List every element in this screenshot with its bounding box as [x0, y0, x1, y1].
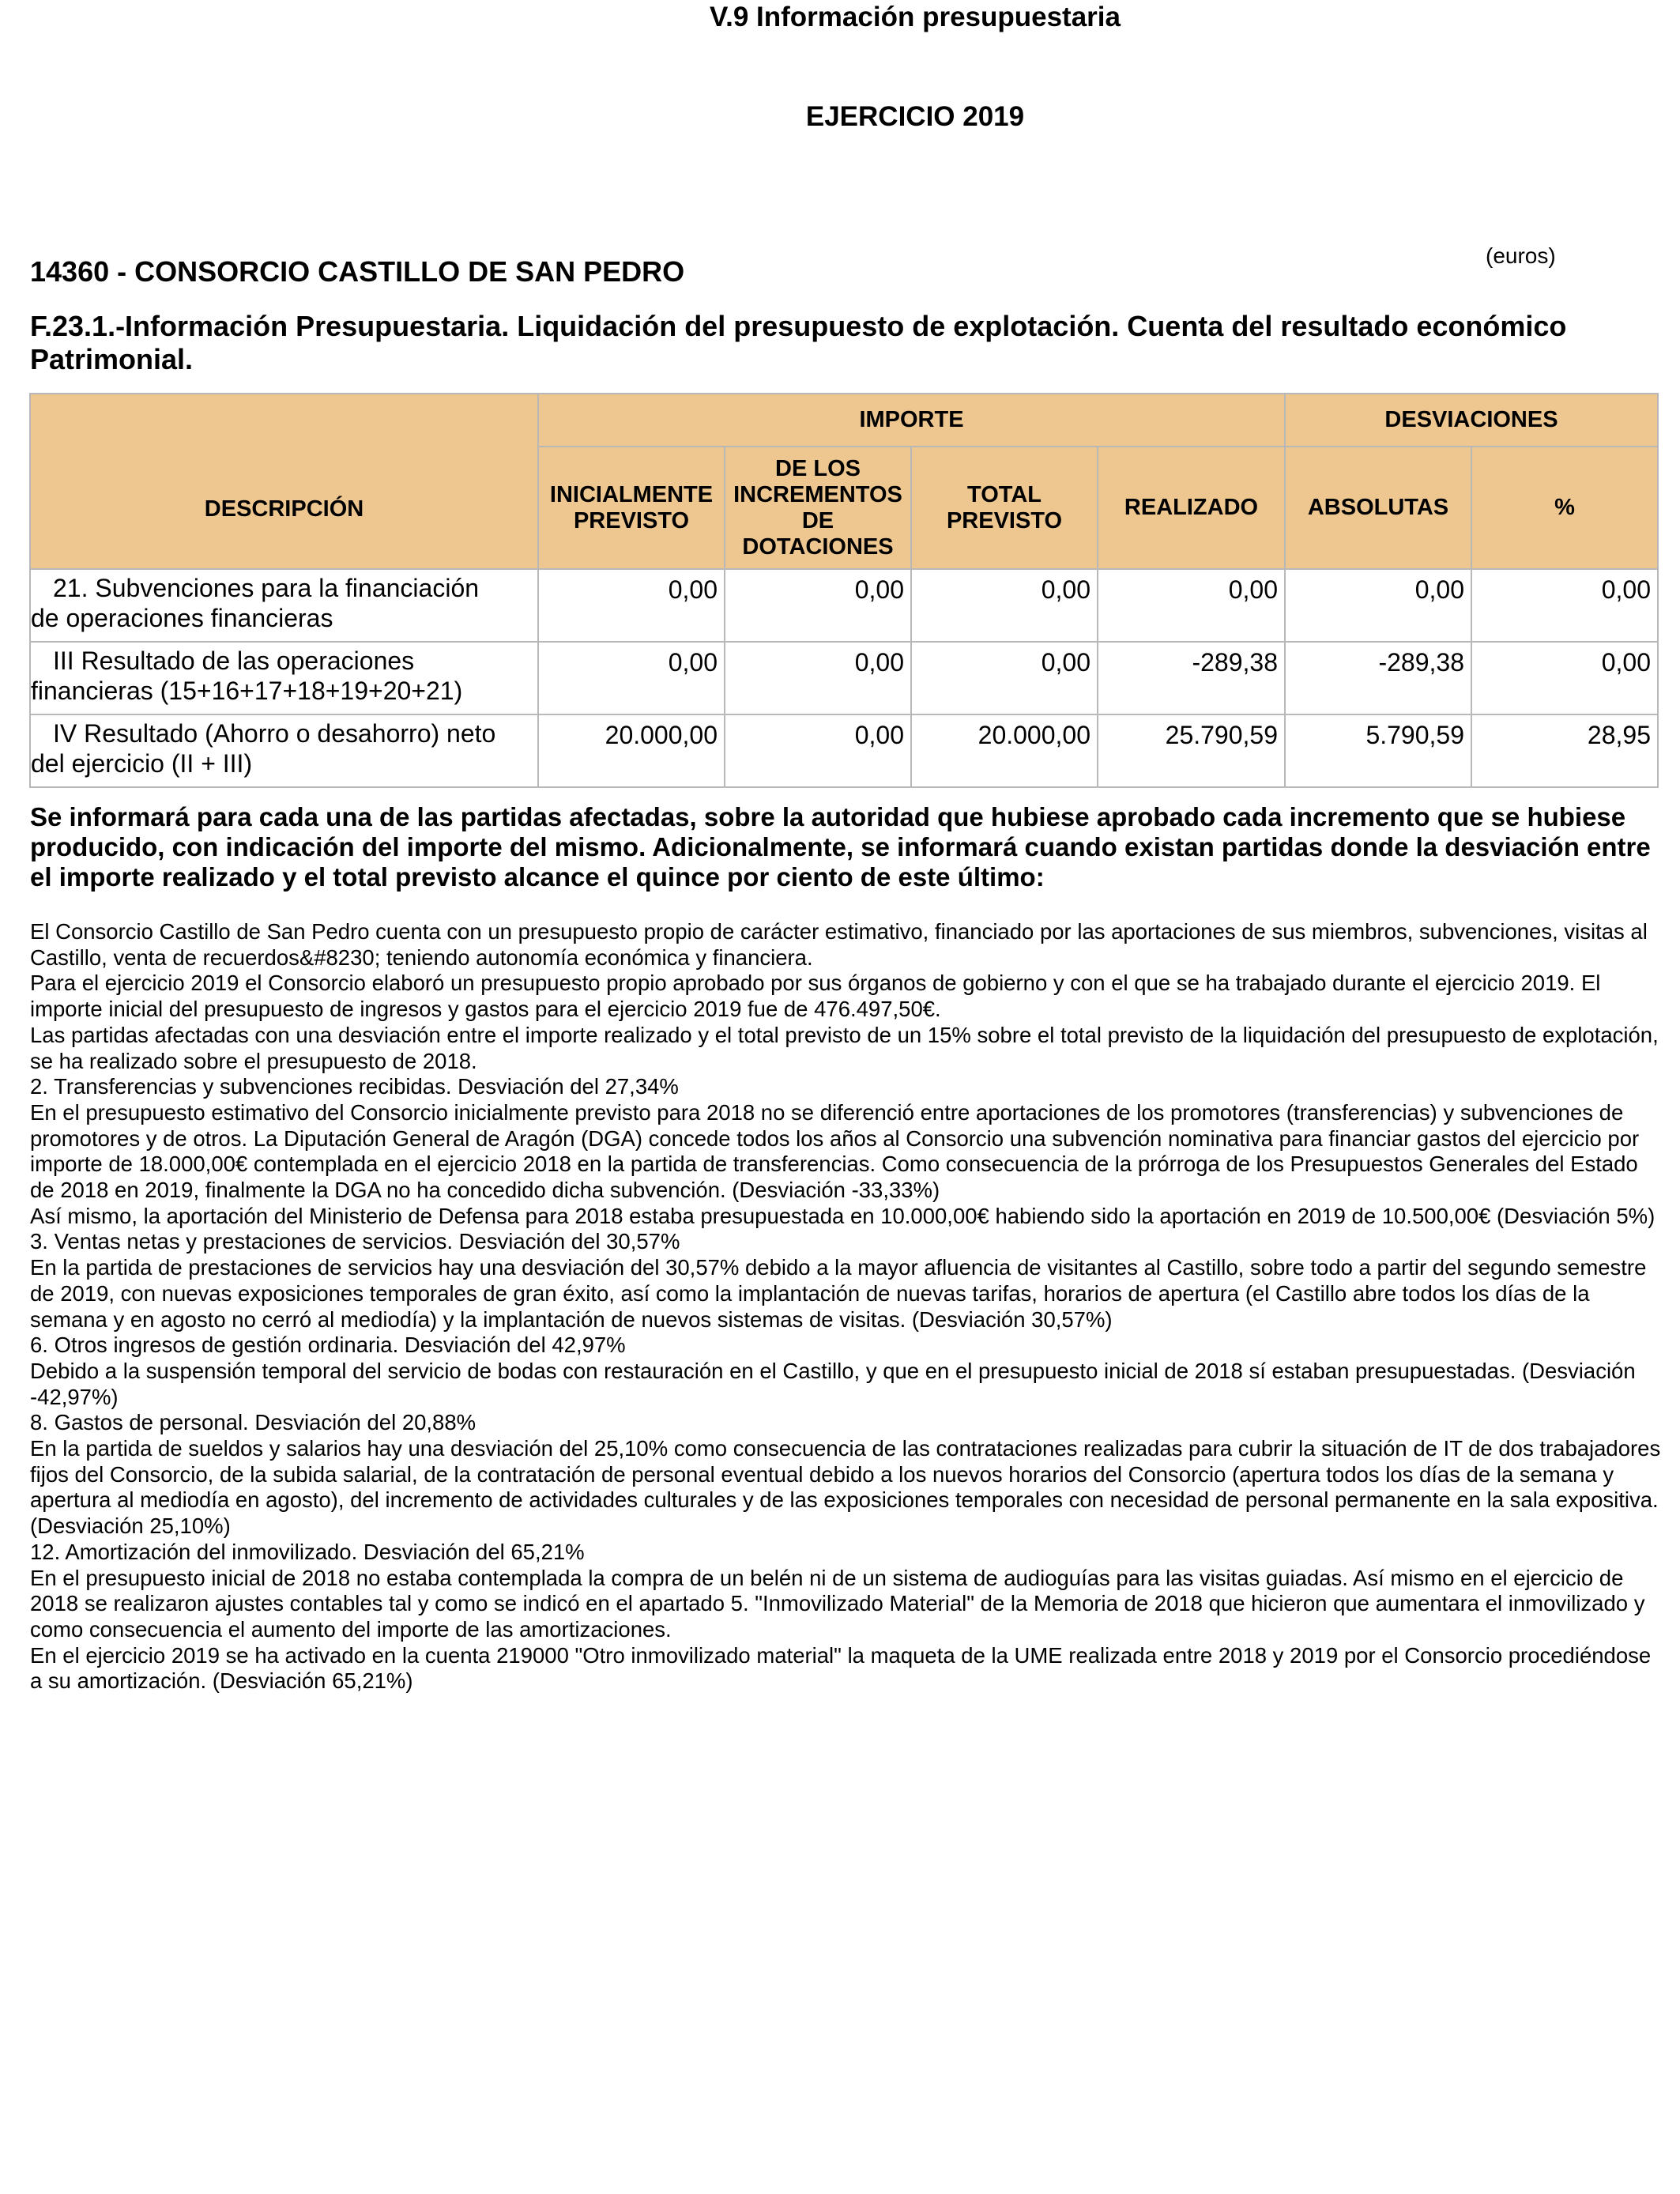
cell-inicial: 0,00 — [538, 569, 725, 642]
section-title: V.9 Información presupuestaria — [710, 2, 1121, 32]
paragraph: En el presupuesto inicial de 2018 no estaba contemplada la compra de un belén ni de un sistema de audioguías para las visitas guiadas. Así mismo en el ejercicio de 2018 se realizaron ajustes contables tal y como se indicó en el apartado 5. "Inmovilizado Material" de la Memoria de 2018 que hicieron que aumentara el inmovilizado y como consecuencia el aumento del importe de las amortizaciones. — [30, 1565, 1645, 1642]
budget-table — [29, 393, 1659, 788]
col-descripcion — [30, 394, 538, 569]
exercise-title: EJERCICIO 2019 — [805, 101, 1025, 132]
group-desviaciones: DESVIACIONES — [1285, 394, 1658, 447]
paragraph: En la partida de sueldos y salarios hay una desviación del 25,10% como consecuencia de las contrataciones realizadas para cubrir la situación de IT de dos trabajadores fijos del Consorcio, de la subida salarial, de la contratación de personal eventual debido a los nuevos horarios del Consorcio (apertura todos los días de la semana y apertura al mediodía en agosto), del incremento de actividades culturales y de las exposiciones temporales con necesidad de personal permanente en la sala expositiva. (Desviación 25,10%) — [30, 1436, 1661, 1539]
cell-inicial: 20.000,00 — [538, 714, 725, 787]
col-realizado: REALIZADO — [1098, 447, 1285, 569]
cell-inicial: 0,00 — [538, 642, 725, 714]
cell-incrementos: 0,00 — [725, 569, 911, 642]
paragraph: En el ejercicio 2019 se ha activado en la cuenta 219000 "Otro inmovilizado material" la maqueta de la UME realizada entre 2018 y 2019 por el Consorcio procediéndose a su amortización. (Desviación 65,21%) — [30, 1642, 1652, 1694]
col-inicial-line2: PREVISTO — [573, 507, 690, 533]
entity-title: 14360 - CONSORCIO CASTILLO DE SAN PEDRO — [30, 255, 685, 288]
cell-incrementos: 0,00 — [725, 642, 911, 714]
paragraph: El Consorcio Castillo de San Pedro cuenta con un presupuesto propio de carácter estimativo, financiado por las aportaciones de sus miembros, subvenciones, visitas al Castillo, venta de recuerdos&#8230; teniendo autonomía económica y financiera. — [30, 919, 1648, 970]
col-inicial-line1: INICIALMENTE — [549, 481, 714, 507]
row-desc-line1: 21. Subvenciones para la financiación — [53, 574, 480, 602]
cell-total: 0,00 — [911, 569, 1098, 642]
row-desc-line1: III Resultado de las operaciones — [53, 647, 415, 675]
row-desc-line1: IV Resultado (Ahorro o desahorro) neto — [53, 719, 496, 748]
paragraph: En la partida de prestaciones de servicios hay una desviación del 30,57% debido a la mayor afluencia de visitantes al Castillo, sobre todo a partir del segundo semestre de 2019, con nuevas exposiciones temporales de gran éxito, así como la implantación de nuevas tarifas, horarios de apertura (el Castillo abre todos los días de la semana y en agosto no cerró al mediodía) y la implantación de nuevos sistemas de visitas. (Desviación 30,57%) — [30, 1255, 1647, 1332]
col-total-line2: PREVISTO — [946, 507, 1063, 533]
row-description — [30, 714, 538, 787]
cell-porcentaje: 0,00 — [1471, 642, 1658, 714]
col-absolutas: ABSOLUTAS — [1285, 447, 1471, 569]
cell-total: 0,00 — [911, 642, 1098, 714]
table-row — [30, 642, 1658, 714]
col-incr-line3: DE — [801, 507, 834, 533]
table-row — [30, 714, 1658, 787]
paragraph: Debido a la suspensión temporal del servicio de bodas con restauración en el Castillo, y que en el presupuesto inicial de 2018 sí estaban presupuestadas. (Desviación -42,97%) — [30, 1358, 1636, 1409]
row-desc-line2: del ejercicio (II + III) — [31, 749, 253, 778]
group-importe: IMPORTE — [538, 394, 1285, 447]
cell-porcentaje: 28,95 — [1471, 714, 1658, 787]
col-incr-line2: INCREMENTOS — [733, 481, 902, 507]
report-title: F.23.1.-Información Presupuestaria. Liquidación del presupuesto de explotación. Cuenta del resultado económico Patrimonial. — [30, 310, 1567, 375]
cell-porcentaje: 0,00 — [1471, 569, 1658, 642]
col-total-line1: TOTAL — [967, 481, 1042, 507]
cell-realizado: 25.790,59 — [1098, 714, 1285, 787]
paragraph: En el presupuesto estimativo del Consorcio inicialmente previsto para 2018 no se diferenció entre aportaciones de los promotores (transferencias) y subvenciones de promotores y de otros. La Diputación General de Aragón (DGA) concede todos los años al Consorcio una subvención nominativa para financiar gastos del ejercicio por importe de 18.000,00€ contemplada en el ejercicio 2018 en la partida de transferencias. Como consecuencia de la prórroga de los Presupuestos Generales del Estado de 2018 en 2019, finalmente la DGA no ha concedido dicha subvención. (Desviación -33,33%) — [30, 1099, 1640, 1203]
paragraph: Para el ejercicio 2019 el Consorcio elaboró un presupuesto propio aprobado por sus órganos de gobierno y con el que se ha trabajado durante el ejercicio 2019. El importe inicial del presupuesto de ingresos y gastos para el ejercicio 2019 fue de 476.497,50€. — [30, 971, 1601, 1022]
row-desc-line2: financieras (15+16+17+18+19+20+21) — [31, 677, 463, 705]
cell-absolutas: 0,00 — [1285, 569, 1471, 642]
paragraph: Las partidas afectadas con una desviación entre el importe realizado y el total previsto de un 15% sobre el total previsto de la liquidación del presupuesto de explotación, se ha realizado sobre el presupuesto de 2018. — [30, 1022, 1659, 1073]
cell-total: 20.000,00 — [911, 714, 1098, 787]
table-row — [30, 569, 1658, 642]
paragraph: 8. Gastos de personal. Desviación del 20,88% — [30, 1410, 477, 1435]
note-heading: Se informará para cada una de las partidas afectadas, sobre la autoridad que hubiese aprobado cada incremento que se hubiese producido, con indicación del importe del mismo. Adicionalmente, se informará cuando existan partidas donde la desviación entre el importe realizado y el total previsto alcance el quince por ciento de este último: — [30, 802, 1651, 892]
col-descripcion-label: DESCRIPCIÓN — [204, 496, 364, 522]
cell-absolutas: 5.790,59 — [1285, 714, 1471, 787]
col-inicialmente-previsto — [538, 447, 725, 569]
currency-unit: (euros) — [1486, 243, 1556, 268]
row-desc-line2: de operaciones financieras — [31, 604, 333, 632]
paragraph: 6. Otros ingresos de gestión ordinaria. Desviación del 42,97% — [30, 1333, 626, 1358]
paragraph: 12. Amortización del inmovilizado. Desviación del 65,21% — [30, 1539, 585, 1564]
col-incrementos — [725, 447, 911, 569]
explanation-text — [30, 919, 1666, 1695]
col-incr-line4: DOTACIONES — [742, 533, 894, 560]
cell-absolutas: -289,38 — [1285, 642, 1471, 714]
row-description — [30, 569, 538, 642]
paragraph: 2. Transferencias y subvenciones recibidas. Desviación del 27,34% — [30, 1074, 679, 1099]
paragraph: 3. Ventas netas y prestaciones de servicios. Desviación del 30,57% — [30, 1229, 680, 1254]
cell-incrementos: 0,00 — [725, 714, 911, 787]
col-total-previsto — [911, 447, 1098, 569]
col-porcentaje: % — [1471, 447, 1658, 569]
cell-realizado: -289,38 — [1098, 642, 1285, 714]
col-incr-line1: DE LOS — [775, 455, 861, 481]
cell-realizado: 0,00 — [1098, 569, 1285, 642]
paragraph: Así mismo, la aportación del Ministerio de Defensa para 2018 estaba presupuestada en 10.000,00€ habiendo sido la aportación en 2019 de 10.500,00€ (Desviación 5%) — [30, 1203, 1656, 1228]
row-description — [30, 642, 538, 714]
